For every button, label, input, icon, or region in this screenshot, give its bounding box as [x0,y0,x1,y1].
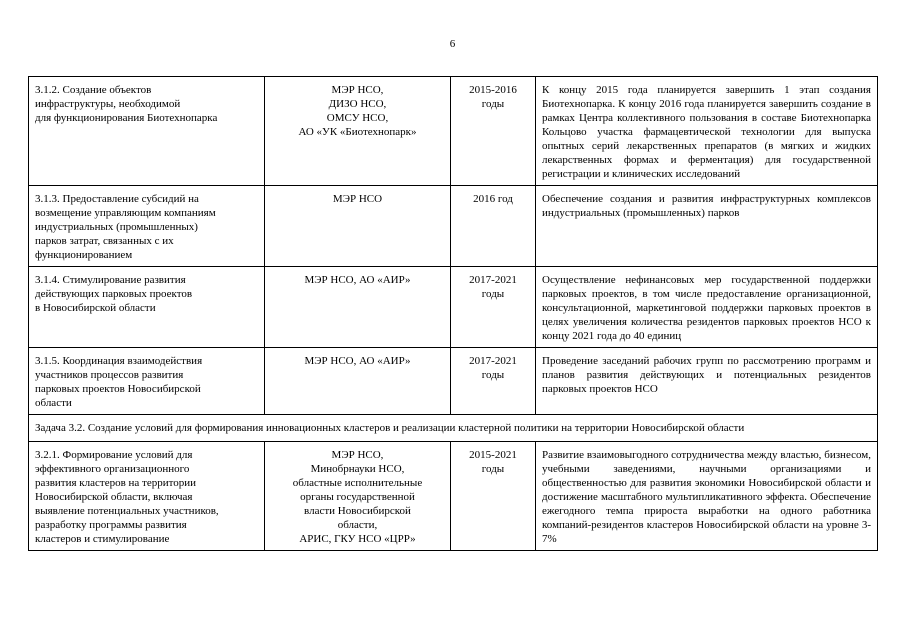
term-cell: 2015-2021 годы [451,442,536,551]
table-row [29,186,878,267]
term-cell: 2016 год [451,186,536,267]
table-row [29,267,878,348]
result-cell: Обеспечение создания и развития инфраструктурных комплексов индустриальных (промышленных) парков [536,186,878,267]
result-cell: Развитие взаимовыгодного сотрудничества между властью, бизнесом, учебными заведениями, научными организациями и общественностью для развития экономики Новосибирской области и достижение масштабного мультипликативного эффекта. Обеспечение ежегодного темпа прироста выработки на одного работника компаний-резидентов кластеров Новосибирской области на уровне 3-7% [536,442,878,551]
result-cell: Проведение заседаний рабочих групп по рассмотрению программ и планов развития действующих и потенциальных резидентов парковых проектов НСО [536,348,878,415]
measure-cell: 3.1.3. Предоставление субсидий на возмещение управляющим компаниям индустриальных (промышленных) парков затрат, связанных с их функционированием [29,186,265,267]
task-row [29,415,878,442]
term-cell: 2015-2016 годы [451,77,536,186]
executors-cell: МЭР НСО, АО «АИР» [265,267,451,348]
measure-cell: 3.1.5. Координация взаимодействия участников процессов развития парковых проектов Новосибирской области [29,348,265,415]
table-row [29,442,878,551]
table-row [29,348,878,415]
measure-cell: 3.1.4. Стимулирование развития действующих парковых проектов в Новосибирской области [29,267,265,348]
result-cell: К концу 2015 года планируется завершить 1 этап создания Биотехнопарка. К концу 2016 года планируется завершить создание в рамках Центра коллективного пользования в составе Биотехнопарка Кольцово участка фармацевтической технологии для выпуска опытных серий лекарственных препаратов (в мягких и жидких лекарственных формах и ферментация) для государственной регистрации и клинических исследований [536,77,878,186]
executors-cell: МЭР НСО, АО «АИР» [265,348,451,415]
table-row [29,77,878,186]
executors-cell: МЭР НСО, Минобрнауки НСО, областные исполнительные органы государственной власти Новосибирской области, АРИС, ГКУ НСО «ЦРР» [265,442,451,551]
executors-cell: МЭР НСО, ДИЗО НСО, ОМСУ НСО, АО «УК «Биотехнопарк» [265,77,451,186]
term-cell: 2017-2021 годы [451,267,536,348]
page-number: 6 [449,38,456,50]
executors-cell: МЭР НСО [265,186,451,267]
measure-cell: 3.2.1. Формирование условий для эффективного организационного развития кластеров на территории Новосибирской области, включая выявление потенциальных участников, разработку программы развития кластеров и стимулирование [29,442,265,551]
measure-cell: 3.1.2. Создание объектов инфраструктуры, необходимой для функционирования Биотехнопарка [29,77,265,186]
measures-table [28,76,878,551]
term-cell: 2017-2021 годы [451,348,536,415]
result-cell: Осуществление нефинансовых мер государственной поддержки парковых проектов, в том числе предоставление организационной, консультационной, маркетинговой поддержки парковых проектов в целях увеличения количества резидентов парковых проектов НСО к концу 2021 года до 40 единиц [536,267,878,348]
task-heading: Задача 3.2. Создание условий для формирования инновационных кластеров и реализации кластерной политики на территории Новосибирской области [29,415,878,442]
